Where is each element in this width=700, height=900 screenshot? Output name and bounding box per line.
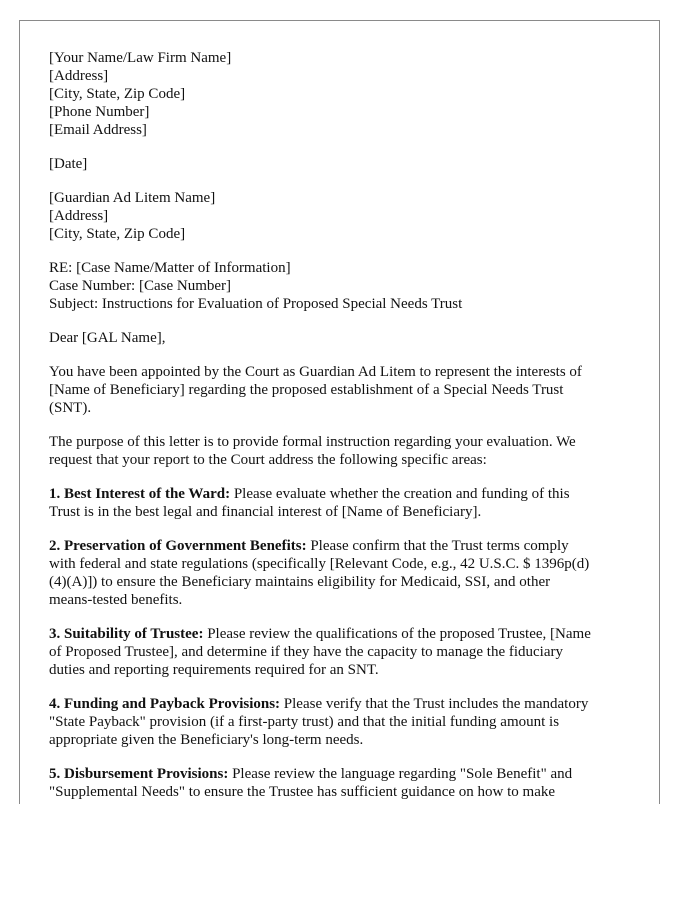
item-text: appropriate given the Beneficiary's long-term needs. bbox=[49, 732, 364, 748]
item-heading: 4. Funding and Payback Provisions: bbox=[49, 696, 281, 712]
recipient-block bbox=[49, 189, 639, 243]
item-disbursement bbox=[49, 765, 639, 801]
item-text: Trust is in the best legal and financial interest of [Name of Beneficiary]. bbox=[49, 504, 482, 520]
letter-body bbox=[49, 49, 639, 804]
item-heading: 2. Preservation of Government Benefits: bbox=[49, 538, 307, 554]
intro-paragraph bbox=[49, 363, 639, 417]
purpose-paragraph bbox=[49, 433, 639, 469]
item-text: duties and reporting requirements required for an SNT. bbox=[49, 662, 379, 678]
purpose-line: The purpose of this letter is to provide formal instruction regarding your evaluation. We bbox=[49, 434, 576, 450]
re-line: RE: [Case Name/Matter of Information] bbox=[49, 260, 291, 276]
sender-phone: [Phone Number] bbox=[49, 104, 150, 120]
intro-line: You have been appointed by the Court as Guardian Ad Litem to represent the interests of bbox=[49, 364, 582, 380]
item-text: of Proposed Trustee], and determine if they have the capacity to manage the fiduciary bbox=[49, 644, 563, 660]
date-block bbox=[49, 155, 639, 173]
reference-block bbox=[49, 259, 639, 313]
intro-line: [Name of Beneficiary] regarding the proposed establishment of a Special Needs Trust bbox=[49, 382, 564, 398]
purpose-line: request that your report to the Court address the following specific areas: bbox=[49, 452, 487, 468]
item-text: with federal and state regulations (specifically [Relevant Code, e.g., 42 U.S.C. $ 1396p(d) bbox=[49, 556, 590, 572]
case-number-line: Case Number: [Case Number] bbox=[49, 278, 232, 294]
item-trustee-suitability bbox=[49, 625, 639, 679]
recipient-name: [Guardian Ad Litem Name] bbox=[49, 190, 216, 206]
recipient-address: [Address] bbox=[49, 208, 109, 224]
intro-line: (SNT). bbox=[49, 400, 92, 416]
item-heading: 5. Disbursement Provisions: bbox=[49, 766, 229, 782]
item-text: Please confirm that the Trust terms comply bbox=[306, 538, 569, 554]
item-text: Please review the qualifications of the proposed Trustee, [Name bbox=[203, 626, 591, 642]
item-heading: 1. Best Interest of the Ward: bbox=[49, 486, 231, 502]
letter-page bbox=[19, 20, 660, 804]
item-heading: 3. Suitability of Trustee: bbox=[49, 626, 204, 642]
item-text: "Supplemental Needs" to ensure the Trustee has sufficient guidance on how to make bbox=[49, 784, 556, 800]
letter-date: [Date] bbox=[49, 156, 88, 172]
item-text: (4)(A)]) to ensure the Beneficiary maintains eligibility for Medicaid, SSI, and other bbox=[49, 574, 551, 590]
item-best-interest bbox=[49, 485, 639, 521]
item-text: means-tested benefits. bbox=[49, 592, 183, 608]
sender-email: [Email Address] bbox=[49, 122, 147, 138]
sender-block bbox=[49, 49, 639, 139]
sender-address: [Address] bbox=[49, 68, 109, 84]
sender-name: [Your Name/Law Firm Name] bbox=[49, 50, 232, 66]
subject-line: Subject: Instructions for Evaluation of Proposed Special Needs Trust bbox=[49, 296, 463, 312]
item-text: "State Payback" provision (if a first-party trust) and that the initial funding amount is bbox=[49, 714, 560, 730]
sender-city-state-zip: [City, State, Zip Code] bbox=[49, 86, 186, 102]
item-text: Please evaluate whether the creation and funding of this bbox=[230, 486, 570, 502]
item-text: Please verify that the Trust includes the mandatory bbox=[280, 696, 589, 712]
item-text: Please review the language regarding "Sole Benefit" and bbox=[228, 766, 573, 782]
salutation-text: Dear [GAL Name], bbox=[49, 330, 166, 346]
salutation bbox=[49, 329, 639, 347]
item-funding-payback bbox=[49, 695, 639, 749]
item-government-benefits bbox=[49, 537, 639, 609]
recipient-city-state-zip: [City, State, Zip Code] bbox=[49, 226, 186, 242]
